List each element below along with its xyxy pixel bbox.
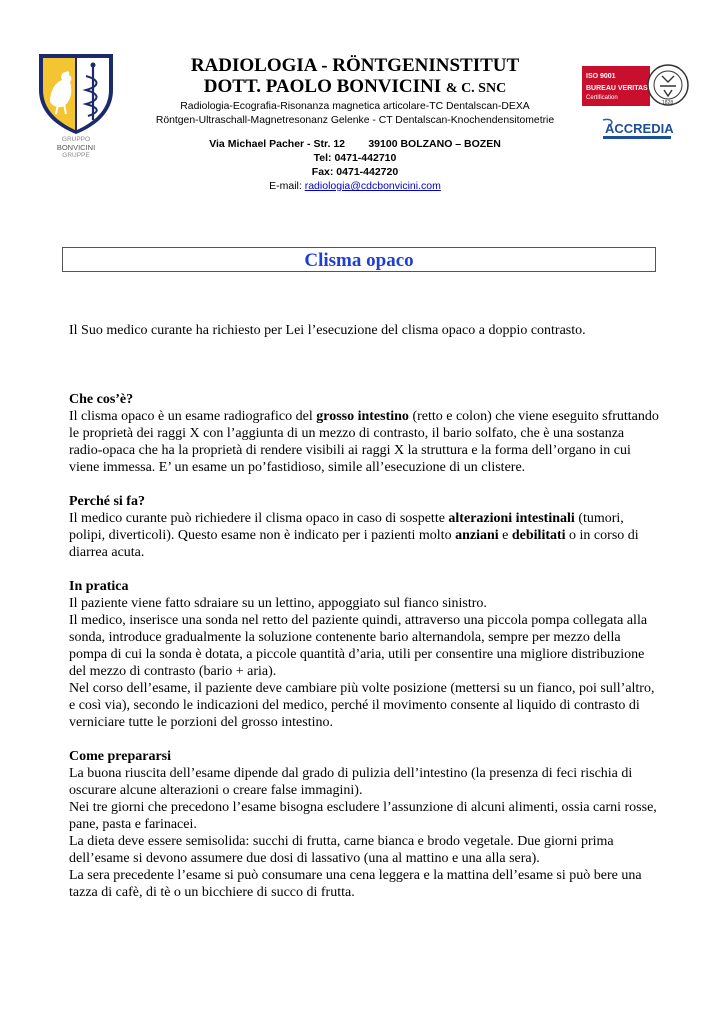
svg-text:ACCREDIA: ACCREDIA — [605, 121, 673, 136]
svg-text:Certification: Certification — [586, 95, 618, 101]
document-title: Clisma opaco — [304, 250, 414, 271]
city: 39100 BOLZANO – BOZEN — [368, 138, 501, 150]
emphasis: alterazioni intestinali — [448, 511, 575, 526]
section-heading-what: Che cos’è? — [69, 392, 134, 407]
email-line — [120, 179, 590, 193]
email-label: E-mail: — [269, 180, 305, 192]
section-heading-why: Perché si fa? — [69, 494, 145, 509]
section-text-practice-2: Il medico, inserisce una sonda nel retto del paziente quindi, attraverso una piccola pompa collegata alla sonda, introduce gradualmente la soluzione contenente bario alternandola, sempre per mezzo della pompa di cui la sonda è dotata, a piccole quantità d’aria, utili per consentire una migliore distribuzione del mezzo di contrasto (bario + aria). — [69, 613, 648, 679]
logo-caption-bottom: GRUPPE — [62, 152, 90, 159]
section-text-prepare-2: Nei tre giorni che precedono l’esame bisogna escludere l’assunzione di alcuni alimenti, ossia carni rosse, pane, pasta e farinacei. — [69, 800, 657, 832]
bureau-veritas-logo — [582, 60, 690, 110]
emphasis: debilitati — [511, 528, 566, 543]
section-text-prepare-1: La buona riuscita dell’esame dipende dal grado di pulizia dell’intestino (la presenza di feci rischia di oscurare alcune alterazioni o creare false immagini). — [69, 766, 633, 798]
logo-caption-mid: BONVICINI — [56, 143, 96, 152]
institute-name: RADIOLOGIA - RÖNTGENINSTITUT — [190, 55, 520, 76]
text-span: e — [498, 528, 512, 543]
section-text-practice-3: Nel corso dell’esame, il paziente deve cambiare più volte posizione (mettersi su un fianco, poi sull’altro, e così via), secondo le indicazioni del medico, perché il movimento consente al liquido di contrasto di verniciare tutte le porzioni del grosso intestino. — [69, 681, 655, 730]
section-text-why — [69, 510, 659, 561]
doctor-name-text: DOTT. PAOLO BONVICINI — [203, 76, 442, 97]
section-heading-practice: In pratica — [69, 579, 129, 594]
bureau-veritas-icon — [582, 60, 690, 110]
intro-paragraph: Il Suo medico curante ha richiesto per Lei l’esecuzione del clisma opaco a doppio contrasto. — [69, 323, 586, 338]
fax: Fax: 0471-442720 — [311, 166, 399, 178]
accredia-icon — [601, 116, 673, 146]
telephone: Tel: 0471-442710 — [313, 152, 397, 164]
document-body — [69, 322, 659, 901]
email-link[interactable]: radiologia@cdcbonvicini.com — [304, 180, 441, 192]
svg-text:1828: 1828 — [662, 100, 674, 106]
logo-caption — [36, 136, 116, 160]
text-span: (tumori, polipi, diverticoli). Questo esame non è indicato per i pazienti molto — [69, 511, 624, 543]
section-text-what — [69, 408, 659, 476]
shield-logo-icon — [36, 52, 116, 136]
company-suffix: & C. SNC — [445, 81, 507, 96]
section-heading-prepare: Come prepararsi — [69, 749, 171, 764]
svg-text:BUREAU VERITAS: BUREAU VERITAS — [586, 85, 648, 92]
section-text-prepare-4: La sera precedente l’esame si può consumare una cena leggera e la mattina dell’esame si può bere una tazza di cafè, di tè o un bicchiere di succo di frutta. — [69, 868, 642, 900]
text-span: o in corso di diarrea acuta. — [69, 528, 639, 560]
emphasis: grosso intestino — [316, 409, 409, 424]
doctor-name — [120, 76, 590, 100]
services-german: Röntgen-Ultraschall-Magnetresonanz Gelenke - CT Dentalscan-Knochendensitometrie — [155, 115, 555, 126]
address-line — [120, 137, 590, 151]
street-address: Via Michael Pacher - Str. 12 — [209, 138, 345, 150]
text-span: Il medico curante può richiedere il clisma opaco in caso di sospette — [69, 511, 449, 526]
letterhead — [120, 55, 590, 128]
accredia-logo — [601, 116, 673, 146]
document-title-box — [62, 247, 656, 272]
text-span: (retto e colon) che viene eseguito sfruttando le proprietà dei raggi X con l’aggiunta di un mezzo di contrasto, il bario solfato, che è una sostanza radio-opaca che ha la proprietà di rendere visibili ai raggi X la struttura e la forma dell’organo in cui viene immessa. E’ un esame un po’fastidioso, simile all’esecuzione di un clistere. — [69, 409, 659, 475]
text-span: Il clisma opaco è un esame radiografico del — [69, 409, 317, 424]
section-text-practice-1: Il paziente viene fatto sdraiare su un lettino, appoggiato sul fianco sinistro. — [69, 596, 487, 611]
logo-caption-top: GRUPPO — [61, 136, 91, 143]
emphasis: anziani — [455, 528, 499, 543]
section-text-prepare-3: La dieta deve essere semisolida: succhi di frutta, carne bianca e brodo vegetale. Due giorni prima dell’esame si devono assumere due dosi di lassativo (una al mattino e una alla sera). — [69, 834, 614, 866]
services-italian: Radiologia-Ecografia-Risonanza magnetica articolare-TC Dentalscan-DEXA — [180, 101, 530, 112]
contact-block — [120, 137, 590, 193]
svg-text:ISO 9001: ISO 9001 — [586, 73, 616, 80]
